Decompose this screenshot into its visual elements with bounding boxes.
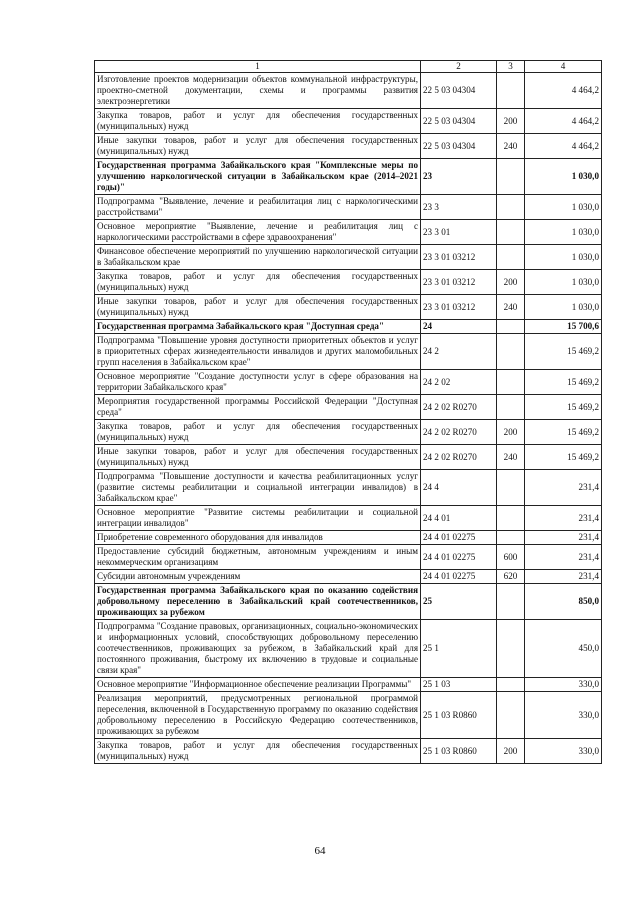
cell-name: Основное мероприятие "Информационное обеспечение реализации Программы" [95, 678, 421, 692]
cell-type: 620 [497, 570, 525, 584]
table-row [95, 245, 602, 270]
cell-name: Основное мероприятие "Развитие системы реабилитации и социальной интеграции инвалидов" [95, 506, 421, 531]
table-row [95, 506, 602, 531]
cell-name: Иные закупки товаров, работ и услуг для обеспечения государственных (муниципальных) нужд [95, 295, 421, 320]
cell-type: 240 [497, 295, 525, 320]
cell-type [497, 159, 525, 195]
cell-code: 24 4 01 [421, 506, 497, 531]
cell-name: Закупка товаров, работ и услуг для обеспечения государственных (муниципальных) нужд [95, 420, 421, 445]
cell-code: 22 5 03 04304 [421, 109, 497, 134]
table-row [95, 395, 602, 420]
cell-type [497, 195, 525, 220]
cell-name: Закупка товаров, работ и услуг для обеспечения государственных (муниципальных) нужд [95, 739, 421, 764]
cell-type: 240 [497, 134, 525, 159]
table-row [95, 73, 602, 109]
table-row [95, 445, 602, 470]
table-row [95, 334, 602, 370]
cell-code: 24 4 01 02275 [421, 531, 497, 545]
cell-code: 24 [421, 320, 497, 334]
cell-code: 25 1 [421, 620, 497, 678]
header-col-3: 3 [497, 61, 525, 73]
cell-type [497, 334, 525, 370]
cell-type [497, 320, 525, 334]
cell-name: Реализация мероприятий, предусмотренных региональной программой переселения, включенной в Государственную программу по оказанию содействия добровольному переселению в Российскую Федерацию соотечественников, проживающих за рубежом [95, 692, 421, 739]
cell-type [497, 220, 525, 245]
cell-name: Подпрограмма "Создание правовых, организационных, социально-экономических и информационных условий, способствующих добровольному переселению соотечественников, проживающих за рубежом, в Забайкальский край для постоянного проживания, быстрому их включению в трудовые и социальные связи края" [95, 620, 421, 678]
cell-code: 24 2 02 [421, 370, 497, 395]
cell-name: Основное мероприятие "Выявление, лечение и реабилитация лиц с наркологическими расстройствами в сфере здравоохранения" [95, 220, 421, 245]
table-row [95, 584, 602, 620]
cell-sum: 450,0 [525, 620, 602, 678]
table-row [95, 295, 602, 320]
cell-sum: 1 030,0 [525, 245, 602, 270]
table-row [95, 531, 602, 545]
cell-sum: 15 469,2 [525, 445, 602, 470]
page-number: 64 [314, 845, 326, 857]
cell-sum: 231,4 [525, 531, 602, 545]
table-header-row [95, 61, 602, 73]
cell-name: Закупка товаров, работ и услуг для обеспечения государственных (муниципальных) нужд [95, 109, 421, 134]
table-row [95, 270, 602, 295]
cell-type [497, 531, 525, 545]
cell-name: Государственная программа Забайкальского края по оказанию содействия добровольному переселению в Забайкальский край соотечественников, проживающих за рубежом [95, 584, 421, 620]
cell-name: Мероприятия государственной программы Российской Федерации "Доступная среда" [95, 395, 421, 420]
cell-type: 240 [497, 445, 525, 470]
table-row [95, 470, 602, 506]
cell-type: 600 [497, 545, 525, 570]
table-row [95, 620, 602, 678]
cell-sum: 4 464,2 [525, 134, 602, 159]
cell-name: Подпрограмма "Выявление, лечение и реабилитация лиц с наркологическими расстройствами" [95, 195, 421, 220]
cell-sum: 330,0 [525, 678, 602, 692]
header-col-2: 2 [421, 61, 497, 73]
cell-code: 24 2 [421, 334, 497, 370]
cell-name: Иные закупки товаров, работ и услуг для обеспечения государственных (муниципальных) нужд [95, 134, 421, 159]
cell-code: 25 1 03 [421, 678, 497, 692]
cell-name: Предоставление субсидий бюджетным, автономным учреждениям и иным некоммерческим организациям [95, 545, 421, 570]
table-row [95, 678, 602, 692]
table-row [95, 195, 602, 220]
cell-sum: 1 030,0 [525, 220, 602, 245]
cell-name: Изготовление проектов модернизации объектов коммунальной инфраструктуры, проектно-сметной документации, схемы и программы развития электроэнергетики [95, 73, 421, 109]
cell-name: Приобретение современного оборудования для инвалидов [95, 531, 421, 545]
table-row [95, 370, 602, 395]
cell-type: 200 [497, 270, 525, 295]
cell-name: Закупка товаров, работ и услуг для обеспечения государственных (муниципальных) нужд [95, 270, 421, 295]
cell-sum: 4 464,2 [525, 109, 602, 134]
cell-type [497, 245, 525, 270]
cell-sum: 15 469,2 [525, 370, 602, 395]
cell-sum: 15 469,2 [525, 334, 602, 370]
cell-type [497, 678, 525, 692]
cell-sum: 1 030,0 [525, 159, 602, 195]
cell-code: 24 4 01 02275 [421, 545, 497, 570]
budget-table [94, 60, 602, 764]
table-row [95, 320, 602, 334]
table-row [95, 220, 602, 245]
cell-type [497, 620, 525, 678]
cell-type: 200 [497, 739, 525, 764]
cell-code: 24 2 02 R0270 [421, 445, 497, 470]
cell-code: 23 3 [421, 195, 497, 220]
cell-code: 23 3 01 03212 [421, 245, 497, 270]
cell-type [497, 370, 525, 395]
cell-code: 24 2 02 R0270 [421, 395, 497, 420]
cell-code: 22 5 03 04304 [421, 73, 497, 109]
cell-code: 23 [421, 159, 497, 195]
cell-sum: 231,4 [525, 470, 602, 506]
cell-sum: 330,0 [525, 739, 602, 764]
table-row [95, 570, 602, 584]
table-row [95, 692, 602, 739]
cell-name: Государственная программа Забайкальского края "Доступная среда" [95, 320, 421, 334]
cell-code: 23 3 01 03212 [421, 295, 497, 320]
cell-code: 25 [421, 584, 497, 620]
cell-type [497, 584, 525, 620]
cell-code: 24 2 02 R0270 [421, 420, 497, 445]
cell-sum: 15 469,2 [525, 395, 602, 420]
header-col-4: 4 [525, 61, 602, 73]
header-col-1: 1 [95, 61, 421, 73]
table-row [95, 134, 602, 159]
cell-name: Подпрограмма "Повышение уровня доступности приоритетных объектов и услуг в приоритетных сферах жизнедеятельности инвалидов и других маломобильных групп населения в Забайкальском крае" [95, 334, 421, 370]
cell-name: Государственная программа Забайкальского края "Комплексные меры по улучшению наркологической ситуации в Забайкальском крае (2014–2021 годы)" [95, 159, 421, 195]
cell-sum: 231,4 [525, 506, 602, 531]
table-row [95, 739, 602, 764]
cell-name: Финансовое обеспечение мероприятий по улучшению наркологической ситуации в Забайкальском крае [95, 245, 421, 270]
cell-type [497, 692, 525, 739]
cell-code: 23 3 01 [421, 220, 497, 245]
cell-name: Подпрограмма "Повышение доступности и качества реабилитационных услуг (развитие системы реабилитации и социальной интеграции инвалидов) в Забайкальском крае" [95, 470, 421, 506]
table-row [95, 420, 602, 445]
cell-sum: 231,4 [525, 570, 602, 584]
cell-name: Иные закупки товаров, работ и услуг для обеспечения государственных (муниципальных) нужд [95, 445, 421, 470]
cell-name: Основное мероприятие "Создание доступности услуг в сфере образования на территории Забайкальского края" [95, 370, 421, 395]
cell-sum: 231,4 [525, 545, 602, 570]
cell-name: Субсидии автономным учреждениям [95, 570, 421, 584]
cell-code: 25 1 03 R0860 [421, 739, 497, 764]
cell-sum: 4 464,2 [525, 73, 602, 109]
cell-type: 200 [497, 420, 525, 445]
cell-sum: 15 700,6 [525, 320, 602, 334]
cell-type [497, 470, 525, 506]
cell-code: 24 4 [421, 470, 497, 506]
cell-sum: 850,0 [525, 584, 602, 620]
cell-sum: 15 469,2 [525, 420, 602, 445]
cell-code: 23 3 01 03212 [421, 270, 497, 295]
cell-type: 200 [497, 109, 525, 134]
cell-type [497, 506, 525, 531]
cell-sum: 330,0 [525, 692, 602, 739]
cell-type [497, 73, 525, 109]
cell-type [497, 395, 525, 420]
cell-sum: 1 030,0 [525, 295, 602, 320]
table-row [95, 159, 602, 195]
cell-code: 24 4 01 02275 [421, 570, 497, 584]
cell-code: 22 5 03 04304 [421, 134, 497, 159]
table-row [95, 109, 602, 134]
cell-code: 25 1 03 R0860 [421, 692, 497, 739]
cell-sum: 1 030,0 [525, 270, 602, 295]
cell-sum: 1 030,0 [525, 195, 602, 220]
table-row [95, 545, 602, 570]
table-body [95, 73, 602, 764]
